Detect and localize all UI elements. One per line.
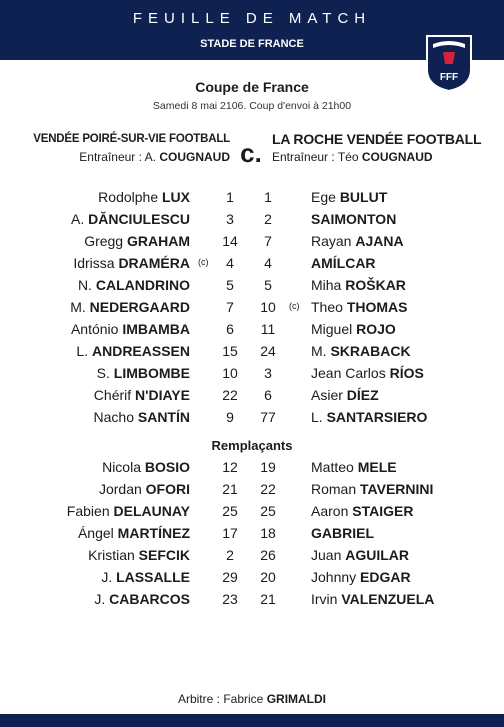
home-player-name — [71, 211, 190, 227]
player-last-name: IMBAMBA — [122, 321, 190, 337]
home-coach — [0, 150, 230, 164]
coach-first-name: Téo — [337, 150, 359, 164]
away-player-name — [311, 321, 396, 337]
lineup-row — [0, 525, 504, 547]
player-first-name: Matteo — [311, 459, 354, 475]
away-team-name: LA ROCHE VENDÉE FOOTBALL — [272, 131, 482, 147]
player-first-name: Ángel — [77, 525, 114, 541]
substitutes-title: Remplaçants — [211, 438, 293, 453]
player-last-name: SKRABACK — [330, 343, 411, 359]
player-first-name: Johnny — [311, 569, 357, 585]
player-first-name: António — [70, 321, 119, 337]
player-first-name: L. — [76, 343, 89, 359]
player-first-name: Fabien — [66, 503, 110, 519]
player-first-name: J. — [94, 591, 106, 607]
player-last-name: TAVERNINI — [360, 481, 434, 497]
home-player-name — [78, 525, 190, 541]
player-last-name: LUX — [162, 189, 190, 205]
home-player-name — [73, 255, 190, 271]
home-shirt-number: 4 — [226, 255, 234, 271]
player-last-name: BULUT — [339, 189, 388, 205]
player-last-name: ANDREASSEN — [91, 343, 190, 359]
away-player-name — [311, 481, 433, 497]
player-last-name: LASSALLE — [116, 569, 190, 585]
captain-marker: (c) — [289, 301, 300, 311]
player-last-name: AJANA — [355, 233, 404, 249]
player-first-name: Theo — [311, 299, 343, 315]
home-player-name — [94, 387, 190, 403]
lineup-row — [0, 591, 504, 613]
away-player-name — [311, 277, 406, 293]
referee-last-name: GRIMALDI — [266, 692, 327, 706]
coach-first-name: A. — [144, 150, 156, 164]
player-last-name: BOSIO — [144, 459, 190, 475]
away-shirt-number: 6 — [264, 387, 272, 403]
player-last-name: OFORI — [145, 481, 190, 497]
player-first-name: Jordan — [98, 481, 142, 497]
lineup-row — [0, 211, 504, 233]
away-shirt-number: 3 — [264, 365, 272, 381]
player-first-name: Asier — [311, 387, 343, 403]
home-shirt-number: 22 — [222, 387, 238, 403]
lineup-row — [0, 409, 504, 431]
home-player-name — [102, 459, 190, 475]
player-last-name: GRAHAM — [127, 233, 190, 249]
home-player-name — [67, 503, 190, 519]
player-last-name: SEFCIK — [138, 547, 190, 563]
lineup-row — [0, 321, 504, 343]
logo-text: FFF — [439, 72, 459, 83]
player-first-name: Nicola — [102, 459, 141, 475]
player-last-name: THOMAS — [346, 299, 408, 315]
home-player-name — [71, 321, 190, 337]
lineup-row — [0, 255, 504, 277]
player-last-name: EDGAR — [360, 569, 411, 585]
away-shirt-number: 24 — [260, 343, 276, 359]
away-player-name — [311, 343, 411, 359]
player-first-name: Juan — [311, 547, 342, 563]
player-first-name: Idrissa — [73, 255, 115, 271]
player-first-name: S. — [96, 365, 110, 381]
away-coach — [272, 150, 504, 164]
footer-bar — [0, 714, 504, 727]
away-shirt-number: 1 — [264, 189, 272, 205]
away-player-name — [311, 525, 374, 541]
lineup-row — [0, 233, 504, 255]
player-last-name: AGUILAR — [345, 547, 410, 563]
home-shirt-number: 1 — [226, 189, 234, 205]
lineup-row — [0, 503, 504, 525]
home-shirt-number: 25 — [222, 503, 238, 519]
player-last-name: CABARCOS — [109, 591, 190, 607]
away-player-name — [311, 503, 413, 519]
away-player-name — [311, 365, 424, 381]
home-player-name — [97, 365, 190, 381]
home-player-name — [99, 481, 190, 497]
home-player-name — [70, 299, 190, 315]
player-first-name: Gregg — [84, 233, 124, 249]
player-last-name: MELE — [357, 459, 397, 475]
away-shirt-number: 21 — [260, 591, 276, 607]
lineup-row — [0, 343, 504, 365]
away-player-name — [311, 569, 411, 585]
lineup-row — [0, 459, 504, 481]
player-last-name: ROJO — [356, 321, 396, 337]
player-last-name: LIMBOMBE — [113, 365, 190, 381]
player-last-name: DÍEZ — [346, 387, 379, 403]
lineup-row — [0, 481, 504, 503]
away-player-name — [311, 233, 404, 249]
lineup-row — [0, 547, 504, 569]
player-last-name: SANTÍN — [137, 409, 190, 425]
away-shirt-number: 2 — [264, 211, 272, 227]
player-first-name: M. — [311, 343, 327, 359]
player-last-name: DELAUNAY — [113, 503, 190, 519]
home-shirt-number: 2 — [226, 547, 234, 563]
away-player-name — [311, 299, 407, 315]
player-first-name: L. — [311, 409, 323, 425]
home-shirt-number: 21 — [222, 481, 238, 497]
competition-name: Coupe de France — [195, 79, 309, 95]
away-shirt-number: 20 — [260, 569, 276, 585]
home-shirt-number: 7 — [226, 299, 234, 315]
kickoff-date: Samedi 8 mai 2106. Coup d'envoi à 21h00 — [152, 100, 352, 112]
player-first-name: Nacho — [93, 409, 134, 425]
away-player-name — [311, 459, 397, 475]
player-last-name: AMÍLCAR — [311, 255, 376, 271]
player-last-name: GABRIEL — [311, 525, 374, 541]
player-first-name: J. — [101, 569, 113, 585]
away-shirt-number: 5 — [264, 277, 272, 293]
player-last-name: RÍOS — [389, 365, 424, 381]
lineup-row — [0, 365, 504, 387]
away-shirt-number: 19 — [260, 459, 276, 475]
home-shirt-number: 5 — [226, 277, 234, 293]
lineup-row — [0, 299, 504, 321]
player-last-name: DĂNCIULESCU — [88, 211, 190, 227]
away-shirt-number: 11 — [260, 321, 276, 337]
coach-label: Entraîneur : — [272, 150, 338, 164]
home-team-name: VENDÉE POIRÉ-SUR-VIE FOOTBALL — [33, 133, 230, 145]
player-last-name: SANTARSIERO — [326, 409, 428, 425]
home-shirt-number: 29 — [222, 569, 238, 585]
lineup-row — [0, 387, 504, 409]
coach-label: Entraîneur : — [79, 150, 145, 164]
home-shirt-number: 15 — [222, 343, 238, 359]
player-last-name: SAIMONTON — [311, 211, 397, 227]
player-first-name: Roman — [311, 481, 357, 497]
player-first-name: A. — [70, 211, 85, 227]
coach-last-name: COUGNAUD — [159, 150, 230, 164]
player-last-name: MARTÍNEZ — [117, 525, 190, 541]
home-shirt-number: 9 — [226, 409, 234, 425]
home-player-name — [94, 591, 190, 607]
captain-marker: (c) — [198, 257, 209, 267]
home-shirt-number: 23 — [222, 591, 238, 607]
player-last-name: STAIGER — [352, 503, 414, 519]
away-shirt-number: 22 — [260, 481, 276, 497]
home-player-name — [78, 277, 190, 293]
lineup-row — [0, 569, 504, 591]
home-player-name — [84, 233, 190, 249]
away-player-name — [311, 387, 379, 403]
player-first-name: Miguel — [311, 321, 353, 337]
away-shirt-number: 18 — [260, 525, 276, 541]
player-first-name: Kristian — [88, 547, 135, 563]
player-first-name: Jean Carlos — [311, 365, 386, 381]
home-player-name — [98, 189, 190, 205]
player-last-name: ROŠKAR — [345, 277, 406, 293]
player-last-name: N'DIAYE — [135, 387, 190, 403]
away-shirt-number: 4 — [264, 255, 272, 271]
home-shirt-number: 17 — [222, 525, 238, 541]
lineup-row — [0, 189, 504, 211]
player-first-name: Aaron — [311, 503, 349, 519]
away-player-name — [311, 255, 376, 271]
away-player-name — [311, 189, 387, 205]
away-shirt-number: 7 — [264, 233, 272, 249]
player-last-name: CALANDRINO — [95, 277, 190, 293]
away-player-name — [311, 591, 434, 607]
away-player-name — [311, 547, 409, 563]
player-last-name: VALENZUELA — [341, 591, 435, 607]
home-shirt-number: 14 — [222, 233, 238, 249]
away-shirt-number: 25 — [260, 503, 276, 519]
home-player-name — [76, 343, 190, 359]
away-player-name — [311, 409, 427, 425]
referee-line — [0, 692, 504, 706]
coach-last-name: COUGNAUD — [361, 150, 433, 164]
venue-name: STADE DE FRANCE — [200, 38, 304, 50]
referee-label: Arbitre : — [177, 692, 224, 706]
player-first-name: Miha — [311, 277, 342, 293]
player-last-name: NEDERGAARD — [89, 299, 190, 315]
home-player-name — [101, 569, 190, 585]
player-first-name: Ege — [311, 189, 336, 205]
home-shirt-number: 12 — [222, 459, 238, 475]
away-shirt-number: 10 — [260, 299, 276, 315]
referee-first-name: Fabrice — [223, 692, 264, 706]
player-first-name: Chérif — [93, 387, 132, 403]
home-shirt-number: 6 — [226, 321, 234, 337]
away-shirt-number: 77 — [260, 409, 276, 425]
home-shirt-number: 3 — [226, 211, 234, 227]
player-first-name: Rodolphe — [98, 189, 159, 205]
player-first-name: Rayan — [311, 233, 352, 249]
lineup-row — [0, 277, 504, 299]
player-last-name: DRAMÉRA — [118, 255, 190, 271]
player-first-name: Irvin — [311, 591, 338, 607]
player-first-name: M. — [70, 299, 86, 315]
home-player-name — [88, 547, 190, 563]
home-shirt-number: 10 — [222, 365, 238, 381]
away-player-name — [311, 211, 396, 227]
versus-label: c. — [240, 138, 262, 168]
home-player-name — [94, 409, 190, 425]
sheet-title: FEUILLE DE MATCH — [132, 10, 372, 27]
player-first-name: N. — [78, 277, 92, 293]
away-shirt-number: 26 — [260, 547, 276, 563]
